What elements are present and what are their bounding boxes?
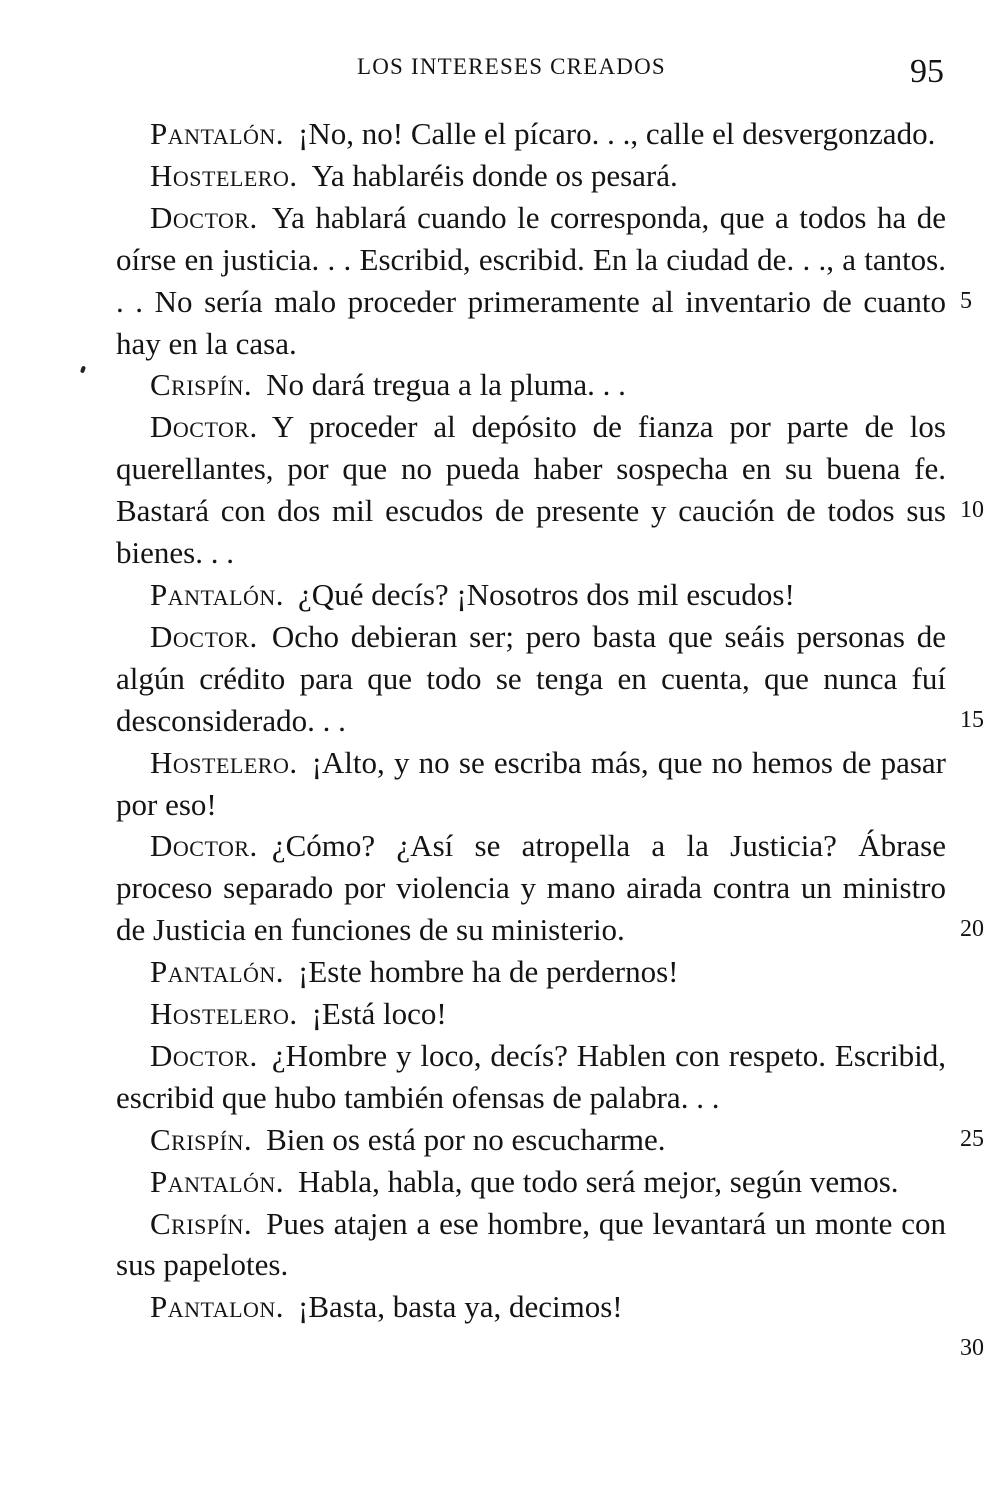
dialogue-paragraph bbox=[116, 825, 946, 951]
dialogue-text: No dará tregua a la pluma. . . bbox=[266, 367, 626, 403]
dialogue-paragraph bbox=[116, 574, 946, 616]
dialogue-text: Ocho debieran ser; pero basta que seáis personas de algún crédito para que todo se tenga en cuenta, que nunca fuí desconsiderado. . . bbox=[116, 618, 946, 738]
speaker-name: Hostelero. bbox=[150, 744, 298, 780]
speaker-name: Crispín. bbox=[150, 1205, 253, 1241]
speaker-name: Pantalón. bbox=[150, 576, 285, 612]
dialogue-text: Pues atajen a ese hombre, que levantará un monte con sus papelotes. bbox=[116, 1205, 946, 1283]
line-number: 10 bbox=[960, 497, 984, 524]
dialogue-paragraph bbox=[116, 1161, 946, 1203]
line-number: 30 bbox=[960, 1335, 984, 1362]
dialogue-paragraph bbox=[116, 993, 946, 1035]
speaker-name: Hostelero. bbox=[150, 157, 298, 193]
speaker-name: Crispín. bbox=[150, 1121, 253, 1157]
dialogue-paragraph bbox=[116, 155, 946, 197]
speaker-name: Doctor. bbox=[150, 1037, 258, 1073]
dialogue-text: ¿Qué decís? ¡Nosotros dos mil escudos! bbox=[298, 576, 795, 612]
dialogue-text: Habla, habla, que todo será mejor, según vemos. bbox=[298, 1163, 899, 1199]
dialogue-body bbox=[116, 113, 946, 1328]
dialogue-paragraph bbox=[116, 197, 946, 365]
dialogue-paragraph bbox=[116, 951, 946, 993]
dialogue-paragraph bbox=[116, 616, 946, 742]
dialogue-paragraph bbox=[116, 406, 946, 574]
dialogue-text: Y proceder al depósito de fianza por parte de los querellantes, por que no pueda haber sospecha en su buena fe. Bastará con dos mil escudos de presente y caución de todos sus bienes. . . bbox=[116, 409, 946, 571]
dialogue-paragraph bbox=[116, 364, 946, 406]
ink-speck bbox=[80, 366, 86, 374]
dialogue-paragraph bbox=[116, 1035, 946, 1119]
speaker-name: Pantalón. bbox=[150, 1163, 285, 1199]
dialogue-text: ¡Basta, basta ya, decimos! bbox=[298, 1289, 623, 1325]
line-number: 15 bbox=[960, 706, 984, 733]
speaker-name: Doctor. bbox=[150, 409, 258, 445]
dialogue-text: ¿Cómo? ¿Así se atropella a la Justicia? Ábrase proceso separado por violencia y mano airada contra un ministro de Justicia en funciones de su ministerio. bbox=[116, 828, 946, 948]
speaker-name: Hostelero. bbox=[150, 996, 298, 1032]
dialogue-paragraph bbox=[116, 1119, 946, 1161]
line-number: 25 bbox=[960, 1125, 984, 1152]
line-number: 5 bbox=[960, 287, 972, 314]
dialogue-paragraph bbox=[116, 113, 946, 155]
dialogue-text: ¿Hombre y loco, decís? Hablen con respeto. Escribid, escribid que hubo también ofensas de palabra. . . bbox=[116, 1037, 946, 1115]
speaker-name: Doctor. bbox=[150, 828, 258, 864]
speaker-name: Pantalón. bbox=[150, 116, 285, 151]
dialogue-paragraph bbox=[116, 742, 946, 826]
dialogue-text: Bien os está por no escucharme. bbox=[266, 1121, 666, 1157]
running-title: LOS INTERESES CREADOS bbox=[357, 54, 666, 79]
line-number: 20 bbox=[960, 916, 984, 943]
dialogue-text: ¡Alto, y no se escriba más, que no hemos de pasar por eso! bbox=[116, 744, 946, 822]
page-number: 95 bbox=[910, 53, 944, 90]
speaker-name: Crispín. bbox=[150, 367, 253, 403]
dialogue-text: Ya hablará cuando le corresponda, que a todos ha de oírse en justicia. . . Escribid, escribid. En la ciudad de. . ., a tantos. . . No sería malo proceder primeramente al inventario de cuanto hay en la casa. bbox=[116, 199, 946, 361]
dialogue-text: ¡No, no! Calle el pícaro. . ., calle el desvergonzado. bbox=[298, 116, 936, 151]
dialogue-text: Ya hablaréis donde os pesará. bbox=[311, 157, 678, 193]
speaker-name: Doctor. bbox=[150, 618, 258, 654]
speaker-name: Pantalón. bbox=[150, 954, 285, 990]
dialogue-text: ¡Este hombre ha de perdernos! bbox=[298, 954, 679, 990]
dialogue-paragraph bbox=[116, 1286, 946, 1328]
speaker-name: Doctor. bbox=[150, 199, 258, 235]
dialogue-paragraph bbox=[116, 1203, 946, 1287]
dialogue-text: ¡Está loco! bbox=[311, 996, 447, 1032]
speaker-name: Pantalon. bbox=[150, 1289, 285, 1325]
